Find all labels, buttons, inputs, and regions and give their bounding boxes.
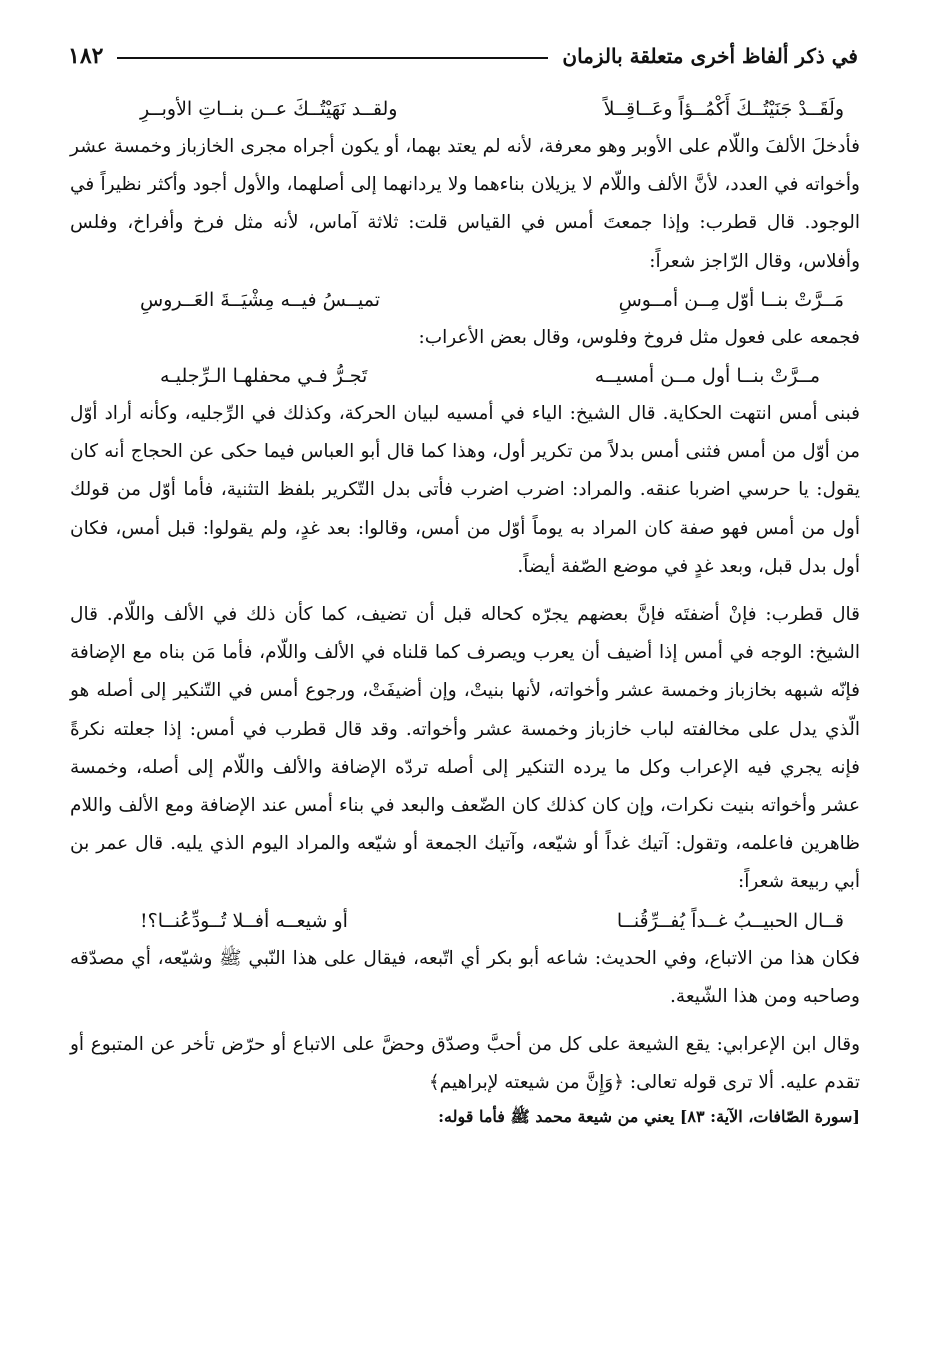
verse-3-second-hemistich: تَجـرُّ فـي محفلهـا الـرِّجليـه bbox=[160, 365, 368, 388]
paragraph-2: فجمعه على فعول مثل فروخ وفلوس، وقال بعض الأعراب: bbox=[418, 326, 860, 348]
paragraph-6: وقال ابن الإعرابي: يقع الشيعة على كل من أحبَّ وصدّق وحضَّ على الاتباع أو حرّض تأخر عن المتبوع أو تقدم عليه. ألا ترى قوله تعالى: ﴿وَإِنَّ من شيعته لإبراهيم﴾ bbox=[70, 1034, 860, 1094]
verse-2-first-hemistich: مَــرَّتْ بنــا أوّل مِــن أمــوسِ bbox=[618, 288, 844, 311]
verse-4-second-hemistich: أو شيعــه أفــلا تُــودِّعُنــا؟! bbox=[140, 909, 348, 932]
paragraph-4: قال قطرب: فإنْ أضفتَه فإنَّ بعضهم يجرّه كحاله قبل أن تضيف، كما كأن ذلك في الألف واللّام. قال الشيخ: الوجه في أمس إذا أضيف أن يعرب ويصرف كما قلناه في الألف واللّام، فأما مَن بناه مع الإضافة فإنّه شبهه بخازباز وخمسة عشر وأخواته، لأنها بنيتْ، وإن أضيفَتْ، ورجوع أمس في التّنكير إلى أصله هو الّذي يدل على مخالفته لباب خازباز وخمسة عشر وأخواته. وقد قال قطرب في أمس: إذا جعلته نكرةً فإنه يجري فيه الإعراب وكل ما يرده التنكير إلى أصله تردّه الإضافة والألف واللّام إلى أصله، وخمسة عشر وأخواته بنيت نكرات، وإن كان كذلك كان الضّعف والبعد في بناء أمس عند الإضافة ومع الألف واللام ظاهرين فاعلمه، وتقول: آتيك غداً أو شيّعه، وآتيك الجمعة أو شيّعه والمراد اليوم الذي يليه. قال عمر بن أبي ربيعة شعراً: bbox=[70, 604, 860, 893]
page-body bbox=[70, 90, 860, 1132]
paragraph-5: فكان هذا من الاتباع، وفي الحديث: شاعه أبو بكر أي اتّبعه، فيقال على هذا النّبي ﷺ وشيّعه، أي مصدّقه وصاحبه ومن هذا الشّيعة. bbox=[70, 947, 860, 1007]
header-rule bbox=[117, 57, 548, 59]
paragraph-3: فبنى أمس انتهت الحكاية. قال الشيخ: الياء في أمسيه لبيان الحركة، وكذلك في الرِّجليه، وكأنه أراد أوّل من أوّل من أمس فثنى أمس بدلاً من تكرير أول، وهذا كما قال أبو العباس فيما حكى عن الحجاج أنه كان يقول: يا حرسي اضربا عنقه. والمراد: اضرب اضرب فأتى بدل التّكرير بلفظ التثنية، فأما أوّل من قولك أول من أمس فهو صفة كان المراد به يوماً أوّل من أمس، وقالوا: بعد غدٍ، ولم يقولوا: قبل أمس، فكان أول بدل قبل، وبعد غدٍ في موضع الصّفة أيضاً. bbox=[70, 403, 860, 577]
verse-1-second-hemistich: ولقــد نَهَيْتُــكَ عــن بنــاتِ الأوبــرِ bbox=[140, 98, 398, 120]
verse-2-second-hemistich: تميــسُ فيــه مِشْيَــةَ العَــروسِ bbox=[140, 288, 381, 311]
page-header bbox=[68, 38, 858, 74]
verse-4-first-hemistich: قــال الحبيــبُ غــداً يُفــرِّقُنــا bbox=[616, 909, 844, 932]
verse-3 bbox=[70, 357, 860, 395]
verse-1-first-hemistich: ولَقَــدْ جَنَيْتُــكَ أَكْمُــؤاً وعَــاقِــلاً bbox=[603, 98, 844, 120]
spacer bbox=[70, 1016, 860, 1026]
verse-2 bbox=[70, 281, 860, 319]
verse-3-first-hemistich: مــرَّتْ بنــا أول مــن أمسيــه bbox=[594, 365, 820, 388]
page-number: ١٨٢ bbox=[68, 43, 104, 69]
verse-4 bbox=[70, 902, 860, 940]
running-title: في ذكر ألفاظ أخرى متعلقة بالزمان bbox=[562, 44, 858, 68]
quran-reference: [سورة الصّافات، الآية: ٨٣] يعني من شيعة محمد ﷺ فأما قوله: bbox=[438, 1107, 860, 1127]
spacer bbox=[70, 586, 860, 596]
verse-1 bbox=[70, 90, 860, 128]
paragraph-1: فأدخلَ الألفَ واللّام على الأوبر وهو معرفة، لأنه لم يعتد بهما، أو يكون أجراه مجرى الخازباز وخمسة عشر وأخواته في العدد، لأنَّ الألف واللّام لا يزيلان بناءهما ولا يردانهما إلى أصلهما، والأول أجود وأكثر نظيراً في الوجود. قال قطرب: وإذا جمعتَ أمس في القياس قلت: ثلاثة آماس، لأنه مثل فرخ وأفراخ، وفلس وأفلاس، وقال الرّاجز شعراً: bbox=[70, 136, 860, 272]
